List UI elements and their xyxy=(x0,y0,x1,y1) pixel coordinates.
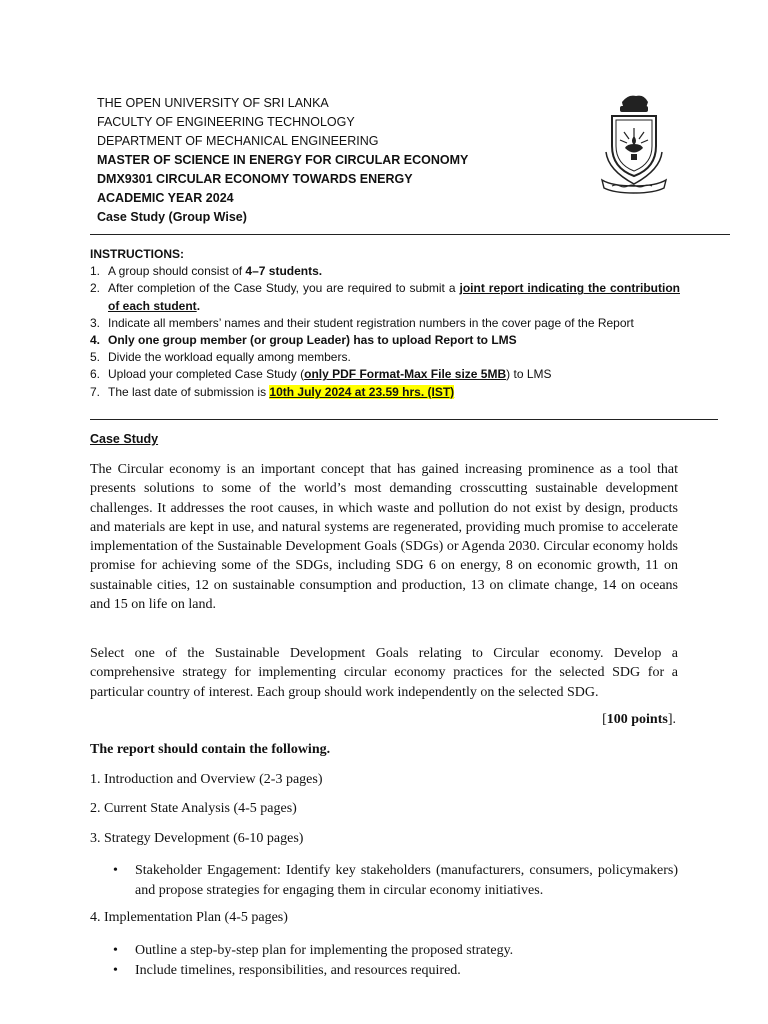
file-format-requirement: only PDF Format-Max File size 5MB xyxy=(304,367,507,382)
list-item xyxy=(90,384,680,401)
item-number: 7. xyxy=(90,384,101,399)
bullet-text: Outline a step-by-step plan for implementing the proposed strategy. xyxy=(135,943,514,958)
report-section-4: 4. Implementation Plan (4-5 pages) xyxy=(90,910,288,925)
bullet-dot: • xyxy=(113,943,118,958)
item-text-end: . xyxy=(196,298,201,313)
item-number: 6. xyxy=(90,367,101,382)
joint-report-requirement: joint report indicating the contribution of each student xyxy=(108,281,680,313)
report-section-1: 1. Introduction and Overview (2-3 pages) xyxy=(90,772,323,787)
department-name: DEPARTMENT OF MECHANICAL ENGINEERING xyxy=(97,134,379,148)
list-item xyxy=(90,263,680,280)
program-name: MASTER OF SCIENCE IN ENERGY FOR CIRCULAR ECONOMY xyxy=(97,153,469,167)
course-code-title: DMX9301 CIRCULAR ECONOMY TOWARDS ENERGY xyxy=(97,172,413,186)
list-item xyxy=(90,280,680,314)
item-number: 4. xyxy=(90,333,101,348)
bullet-text: Stakeholder Engagement: Identify key stakeholders (manufacturers, consumers, policymakers) and propose strategies for engaging them in circular economy initiatives. xyxy=(135,863,678,898)
bullet-dot: • xyxy=(113,863,118,878)
case-study-intro-paragraph: The Circular economy is an important concept that has gained increasing prominence as a tool that presents solutions to some of the world’s most demanding crosscutting sustainable development challenges. It addresses the root causes, in which waste and pollution do not exist by design, products and materials are kept in use, and natural systems are regenerated, providing much promise to accelerate implementation of the Sustainable Development Goals (SDGs) or Agenda 2030. Circular economy holds promise for achieving some of the SDGs, including SDG 6 on energy, 8 on economic growth, 11 on sustainable cities, 12 on sustainable consumption and production, 13 on climate change, 14 on oceans and 15 on life on land. xyxy=(90,462,678,613)
bullet-item xyxy=(113,961,678,981)
item-number: 1. xyxy=(90,264,101,279)
instructions-divider xyxy=(90,419,718,420)
bullet-text: Include timelines, responsibilities, and resources required. xyxy=(135,963,461,978)
item-text: Divide the workload equally among members. xyxy=(108,350,351,365)
report-section-3: 3. Strategy Development (6-10 pages) xyxy=(90,831,304,846)
task-paragraph: Select one of the Sustainable Development Goals relating to Circular economy. Develop a comprehensive strategy for implementing circular economy practices for the selected SDG for a particular country of interest. Each group should work independently on the selected SDG. xyxy=(90,646,678,700)
list-item xyxy=(90,349,680,366)
list-item xyxy=(90,332,680,349)
instructions-title: INSTRUCTIONS: xyxy=(90,247,184,261)
report-contents-heading: The report should contain the following. xyxy=(90,742,331,757)
item-text: Indicate all members’ names and their student registration numbers in the cover page of the Report xyxy=(108,315,634,330)
report-section-2: 2. Current State Analysis (4-5 pages) xyxy=(90,801,297,816)
document-header xyxy=(97,94,517,227)
instructions-section xyxy=(90,246,680,401)
case-study-title: Case Study xyxy=(90,432,159,446)
university-name: THE OPEN UNIVERSITY OF SRI LANKA xyxy=(97,96,329,110)
bullet-item xyxy=(113,861,678,900)
academic-year: ACADEMIC YEAR 2024 xyxy=(97,191,234,205)
item-text: A group should consist of xyxy=(108,264,246,279)
points-label xyxy=(602,712,676,728)
group-size: 4–7 students. xyxy=(245,264,323,279)
list-item xyxy=(90,366,680,383)
item-text: After completion of the Case Study, you are required to submit a xyxy=(108,281,460,296)
submission-deadline: 10th July 2024 at 23.59 hrs. (IST) xyxy=(269,384,455,399)
list-item xyxy=(90,315,680,332)
university-crest-icon xyxy=(598,92,670,196)
bullet-item xyxy=(113,941,678,961)
item-text: Only one group member (or group Leader) has to upload Report to LMS xyxy=(108,333,517,348)
item-text-end: ) to LMS xyxy=(506,367,552,382)
item-number: 5. xyxy=(90,350,101,365)
item-text: The last date of submission is xyxy=(108,384,270,399)
bracket-open: [ xyxy=(602,712,607,727)
item-number: 2. xyxy=(90,281,101,296)
points-value: 100 points xyxy=(606,712,668,727)
assignment-type: Case Study (Group Wise) xyxy=(97,210,247,224)
item-number: 3. xyxy=(90,315,101,330)
bullet-dot: • xyxy=(113,963,118,978)
faculty-name: FACULTY OF ENGINEERING TECHNOLOGY xyxy=(97,115,355,129)
instructions-list xyxy=(90,263,680,401)
bracket-close: ]. xyxy=(667,712,676,727)
header-divider xyxy=(90,234,730,235)
item-text: Upload your completed Case Study ( xyxy=(108,367,305,382)
